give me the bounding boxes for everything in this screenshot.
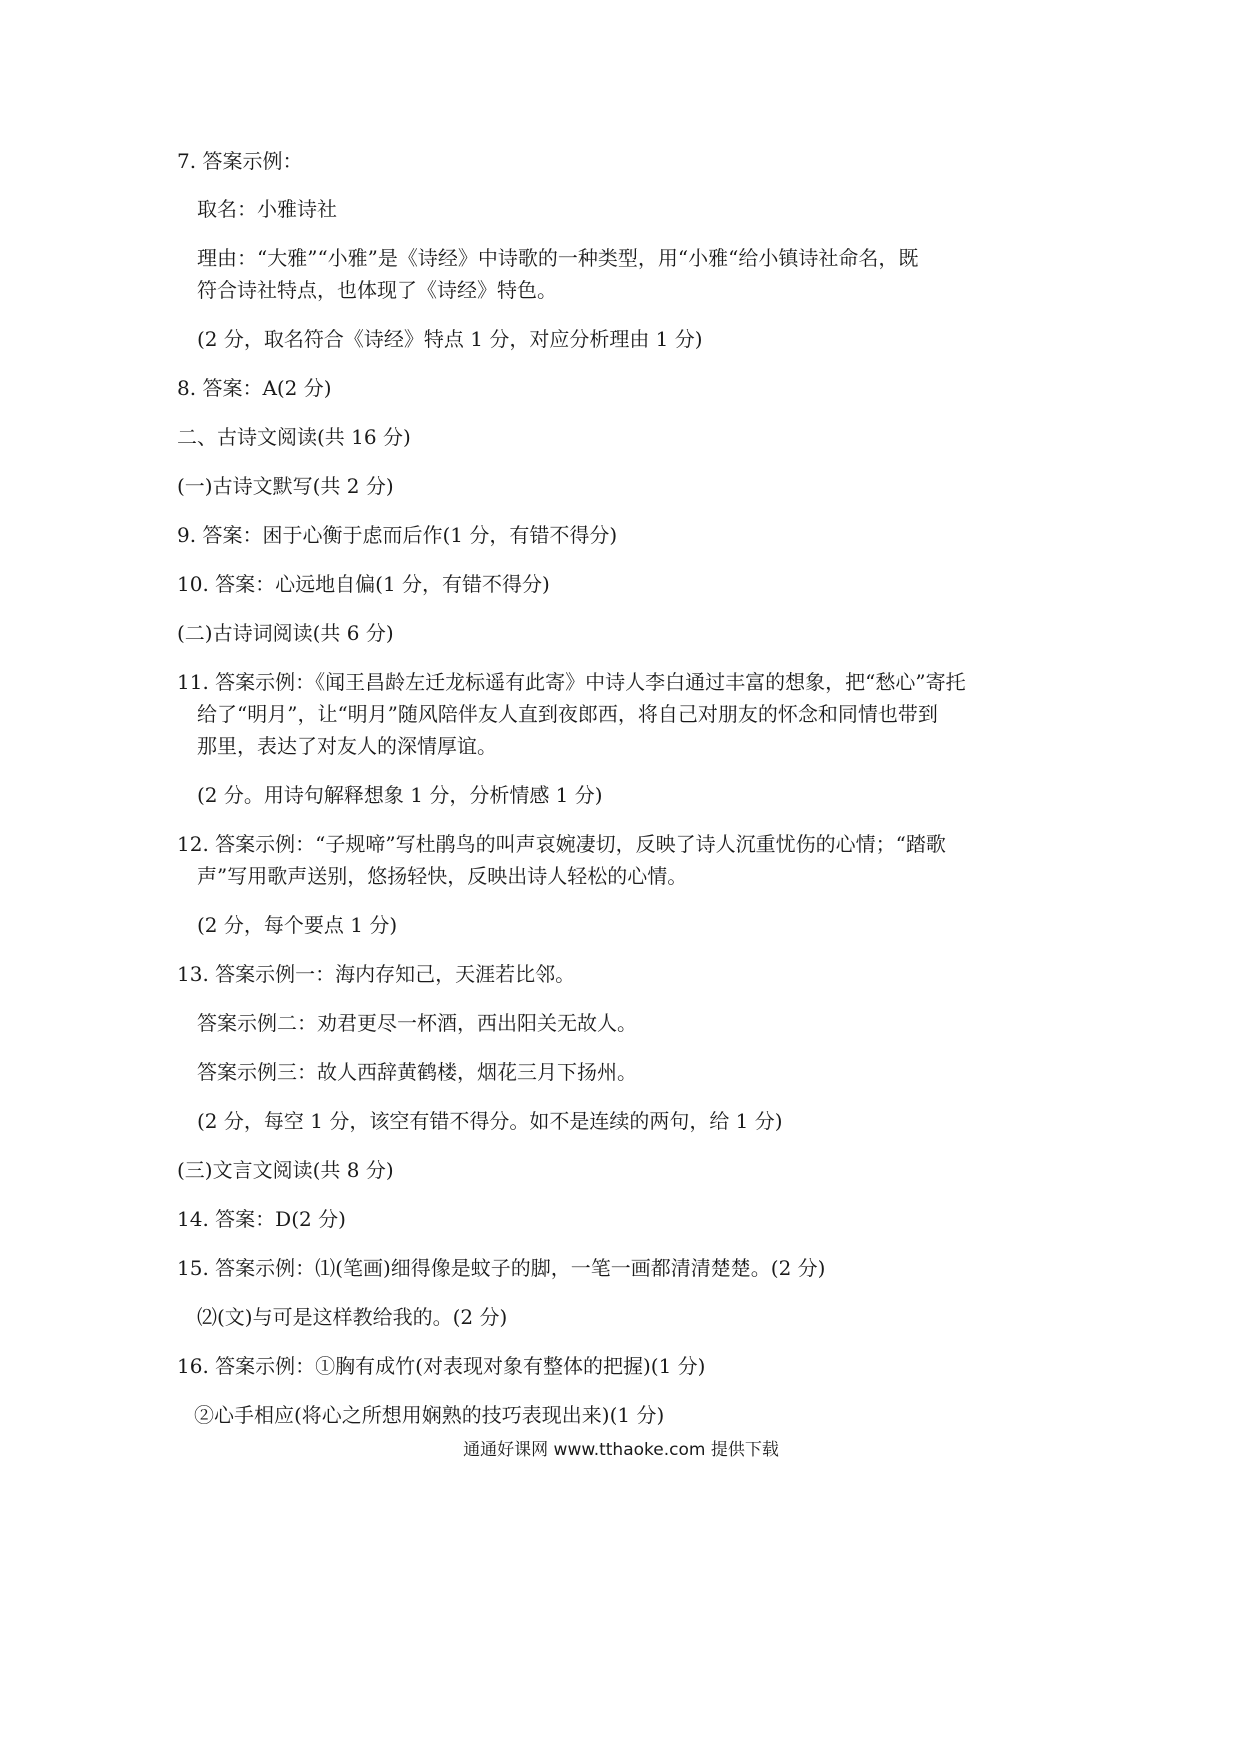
answer-7-scoring: (2 分，取名符合《诗经》特点 1 分，对应分析理由 1 分) [197, 327, 703, 351]
answer-13-scoring: (2 分，每空 1 分，该空有错不得分。如不是连续的两句，给 1 分) [197, 1109, 783, 1133]
subsection-1-heading: (一)古诗文默写(共 2 分) [177, 474, 394, 498]
answer-8: 8. 答案：A(2 分) [177, 376, 332, 400]
answer-13-example1: 13. 答案示例一：海内存知己，天涯若比邻。 [177, 962, 576, 986]
answer-15-part2: ⑵(文)与可是这样教给我的。(2 分) [197, 1305, 508, 1329]
answer-16-point1: 16. 答案示例：①胸有成竹(对表现对象有整体的把握)(1 分) [177, 1354, 706, 1378]
answer-12-line2: 声”写用歌声送别，悠扬轻快，反映出诗人轻松的心情。 [197, 864, 688, 888]
section-2-heading: 二、古诗文阅读(共 16 分) [177, 425, 411, 449]
answer-7-name: 取名：小雅诗社 [197, 197, 337, 221]
answer-11-scoring: (2 分。用诗句解释想象 1 分，分析情感 1 分) [197, 783, 603, 807]
answer-12-line1: 12. 答案示例：“子规啼”写杜鹃鸟的叫声哀婉凄切，反映了诗人沉重忧伤的心情；“踏歌 [177, 832, 946, 856]
answer-13-example2: 答案示例二：劝君更尽一杯酒，西出阳关无故人。 [197, 1011, 637, 1035]
answer-9: 9. 答案：困于心衡于虑而后作(1 分，有错不得分) [177, 523, 618, 547]
answer-11-line1: 11. 答案示例：《闻王昌龄左迁龙标遥有此寄》中诗人李白通过丰富的想象，把“愁心”寄托 [177, 670, 966, 694]
subsection-2-heading: (二)古诗词阅读(共 6 分) [177, 621, 394, 645]
subsection-3-heading: (三)文言文阅读(共 8 分) [177, 1158, 394, 1182]
answer-7-heading: 7. 答案示例： [177, 149, 303, 173]
answer-11-line3: 那里，表达了对友人的深情厚谊。 [197, 734, 497, 758]
footer-download-notice: 通通好课网 www.tthaoke.com 提供下载 [463, 1440, 779, 1460]
answer-10: 10. 答案：心远地自偏(1 分，有错不得分) [177, 572, 550, 596]
answer-7-reason-line2: 符合诗社特点，也体现了《诗经》特色。 [197, 278, 557, 302]
answer-15-part1: 15. 答案示例：⑴(笔画)细得像是蚊子的脚，一笔一画都清清楚楚。(2 分) [177, 1256, 826, 1280]
answer-16-point2: ②心手相应(将心之所想用娴熟的技巧表现出来)(1 分) [194, 1403, 665, 1427]
answer-11-line2: 给了“明月”，让“明月”随风陪伴友人直到夜郎西，将自己对朋友的怀念和同情也带到 [197, 702, 938, 726]
answer-12-scoring: (2 分，每个要点 1 分) [197, 913, 398, 937]
answer-7-reason-line1: 理由：“大雅”“小雅”是《诗经》中诗歌的一种类型，用“小雅“给小镇诗社命名，既 [197, 246, 919, 270]
answer-13-example3: 答案示例三：故人西辞黄鹤楼，烟花三月下扬州。 [197, 1060, 637, 1084]
answer-14: 14. 答案：D(2 分) [177, 1207, 346, 1231]
